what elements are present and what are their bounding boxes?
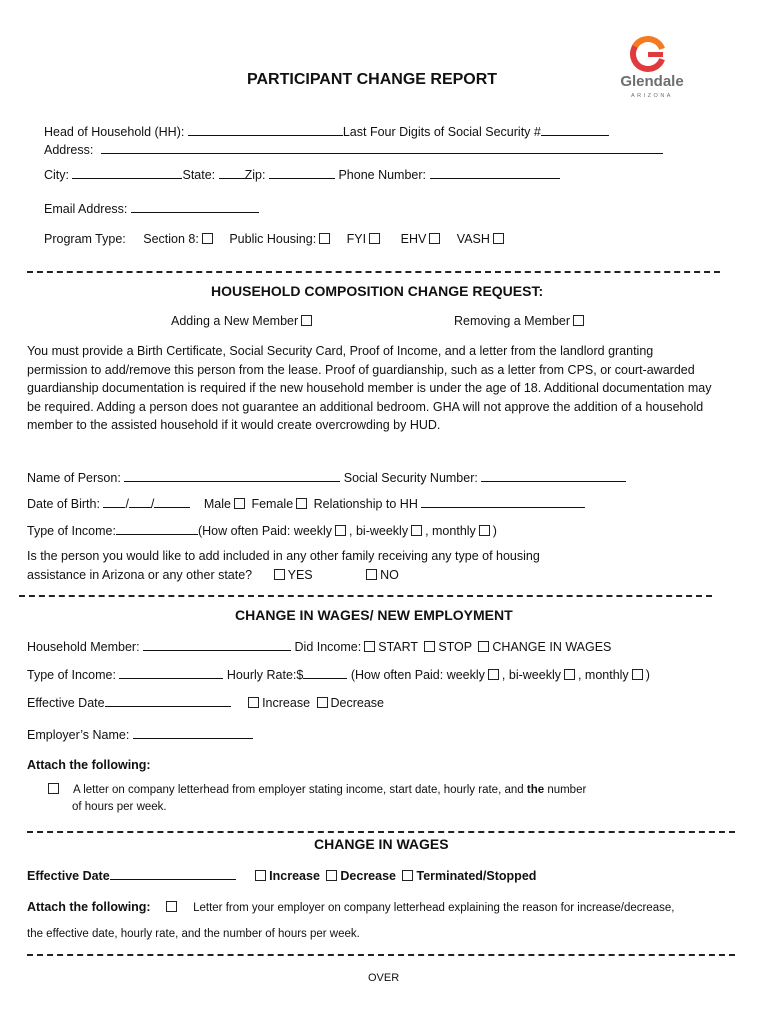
employer-label: Employer’s Name: xyxy=(27,728,130,742)
wages-attach-text-c: number xyxy=(547,784,587,796)
zip-field[interactable] xyxy=(269,166,335,179)
female-label: Female xyxy=(251,497,294,511)
fyi-checkbox[interactable] xyxy=(369,233,380,244)
dob-month-field[interactable] xyxy=(103,495,125,508)
phone-label: Phone Number: xyxy=(338,168,427,182)
male-label: Male xyxy=(203,497,231,511)
change-checkbox[interactable] xyxy=(478,641,489,652)
phone-field[interactable] xyxy=(430,166,560,179)
ssn-field[interactable] xyxy=(481,469,626,482)
member-field[interactable] xyxy=(143,638,291,651)
wages-attach-item xyxy=(45,783,586,796)
no-checkbox[interactable] xyxy=(366,569,377,580)
email-field[interactable] xyxy=(131,200,259,213)
dob-year-field[interactable] xyxy=(154,495,190,508)
start-checkbox[interactable] xyxy=(364,641,375,652)
wages-monthly-checkbox[interactable] xyxy=(632,669,643,680)
wages-attach-text-2: of hours per week. xyxy=(72,801,167,813)
hh-biweekly-label: , bi-weekly xyxy=(349,524,409,538)
stop-label: STOP xyxy=(438,640,472,654)
wages-income-label: Type of Income: xyxy=(27,668,116,682)
wages-attach-checkbox[interactable] xyxy=(48,783,59,794)
page-title: PARTICIPANT CHANGE REPORT xyxy=(247,71,498,88)
cw-decrease-checkbox[interactable] xyxy=(326,870,337,881)
email-row xyxy=(44,200,259,216)
cw-attach-text-2: the effective date, hourly rate, and the number of hours per week. xyxy=(27,928,360,940)
divider xyxy=(27,831,735,833)
name-label: Name of Person: xyxy=(27,471,121,485)
wages-biweekly-checkbox[interactable] xyxy=(564,669,575,680)
other-assistance-q2: assistance in Arizona or any other state? xyxy=(27,568,253,582)
ssn4-field[interactable] xyxy=(541,123,609,136)
wages-attach-text-b: the xyxy=(526,784,545,796)
wages-attach-label: Attach the following: xyxy=(27,758,151,772)
cw-increase-checkbox[interactable] xyxy=(255,870,266,881)
male-checkbox[interactable] xyxy=(234,498,245,509)
name-row xyxy=(27,469,626,485)
wages-monthly-label: , monthly xyxy=(577,668,629,682)
member-row xyxy=(27,638,611,654)
wages-biweekly-label: , bi-weekly xyxy=(501,668,561,682)
glendale-logo xyxy=(612,34,692,104)
other-assistance-q1: Is the person you would like to add included in any other family receiving any type of housing xyxy=(27,549,540,563)
removing-member-option xyxy=(454,314,587,328)
start-label: START xyxy=(378,640,418,654)
change-label: CHANGE IN WAGES xyxy=(492,640,612,654)
hourly-field[interactable] xyxy=(303,666,347,679)
program-ehv: EHV xyxy=(400,232,427,246)
svg-text:Glendale: Glendale xyxy=(620,73,684,90)
program-section8: Section 8: xyxy=(143,232,199,246)
dob-day-field[interactable] xyxy=(129,495,151,508)
hh-biweekly-checkbox[interactable] xyxy=(411,525,422,536)
zip-label: Zip: xyxy=(244,168,266,182)
city-field[interactable] xyxy=(72,166,182,179)
hh-field[interactable] xyxy=(188,123,343,136)
email-label: Email Address: xyxy=(44,202,128,216)
program-row xyxy=(44,232,507,246)
hh-how-often-label: (How often Paid: weekly xyxy=(197,524,333,538)
program-vash: VASH xyxy=(456,232,490,246)
cw-attach-row xyxy=(27,900,674,914)
cw-effective-field[interactable] xyxy=(110,867,236,880)
hh-weekly-checkbox[interactable] xyxy=(335,525,346,536)
wages-decrease-label: Decrease xyxy=(330,696,385,710)
address-row xyxy=(44,141,663,157)
section8-checkbox[interactable] xyxy=(202,233,213,244)
address-field[interactable] xyxy=(101,141,663,154)
program-public-housing: Public Housing: xyxy=(229,232,317,246)
cw-terminated-label: Terminated/Stopped xyxy=(416,869,537,883)
name-field[interactable] xyxy=(124,469,340,482)
wages-effective-field[interactable] xyxy=(105,694,231,707)
state-field[interactable] xyxy=(219,166,245,179)
svg-text:ARIZONA: ARIZONA xyxy=(631,93,673,99)
change-wages-title: CHANGE IN WAGES xyxy=(314,836,449,852)
hh-comp-instructions: You must provide a Birth Certificate, Social Security Card, Proof of Income, and a letter from the landlord granting permission to add/remove this person from the lease. Proof of guardianship, such as a letter from CPS, or court-awarded guardianship documentation is required if the new household member is under the age of 18. Additional documentation may be required. Adding a person does not guarantee an additional bedroom. GHA will not approve the addition of a household member to the assisted household if it would create overcrowding by HUD. xyxy=(27,344,712,433)
other-assistance-row xyxy=(27,568,399,582)
hh-income-row xyxy=(27,522,497,538)
stop-checkbox[interactable] xyxy=(424,641,435,652)
city-row xyxy=(44,166,560,182)
footer-over: OVER xyxy=(368,972,400,984)
divider xyxy=(27,954,735,956)
cw-terminated-checkbox[interactable] xyxy=(402,870,413,881)
wages-attach-text-a: A letter on company letterhead from employer stating income, start date, hourly rate, and xyxy=(73,784,524,796)
vash-checkbox[interactable] xyxy=(493,233,504,244)
dob-row: Date of Birth: / / Male Female Relationship to HH xyxy=(27,495,585,511)
cw-increase-label: Increase xyxy=(269,869,320,883)
adding-member-checkbox[interactable] xyxy=(301,315,312,326)
adding-member-option xyxy=(171,314,315,328)
hh-row xyxy=(44,123,609,139)
relationship-label: Relationship to HH xyxy=(313,497,418,511)
hh-monthly-label: , monthly xyxy=(425,524,476,538)
program-label: Program Type: xyxy=(44,232,126,246)
wages-weekly-checkbox[interactable] xyxy=(488,669,499,680)
wages-title: CHANGE IN WAGES/ NEW EMPLOYMENT xyxy=(235,607,513,623)
wages-income-field[interactable] xyxy=(119,666,223,679)
close-paren: ) xyxy=(492,524,497,538)
hh-income-field[interactable] xyxy=(116,522,198,535)
state-label: State: xyxy=(182,168,216,182)
close-paren: ) xyxy=(645,668,650,682)
divider xyxy=(19,595,712,597)
ehv-checkbox[interactable] xyxy=(429,233,440,244)
relationship-field[interactable] xyxy=(421,495,585,508)
cw-attach-label: Attach the following: xyxy=(27,900,151,914)
removing-member-label: Removing a Member xyxy=(454,314,571,328)
hourly-label: Hourly Rate:$ xyxy=(226,668,304,682)
hh-income-label: Type of Income: xyxy=(27,524,116,538)
wages-increase-label: Increase xyxy=(262,696,311,710)
wages-income-row xyxy=(27,666,650,682)
hh-monthly-checkbox[interactable] xyxy=(479,525,490,536)
city-label: City: xyxy=(44,168,69,182)
yes-label: YES xyxy=(287,568,313,582)
cw-attach-checkbox[interactable] xyxy=(166,901,177,912)
address-label: Address: xyxy=(44,143,94,157)
yes-checkbox[interactable] xyxy=(274,569,285,580)
dob-label: Date of Birth: xyxy=(27,497,100,511)
wages-effective-row xyxy=(27,694,384,710)
ssn-label: Social Security Number: xyxy=(343,471,478,485)
divider xyxy=(27,271,720,273)
wages-decrease-checkbox[interactable] xyxy=(317,697,328,708)
member-label: Household Member: xyxy=(27,640,140,654)
wages-how-often-label: (How often Paid: weekly xyxy=(350,668,485,682)
wages-effective-label: Effective Date xyxy=(27,696,105,710)
public-housing-checkbox[interactable] xyxy=(319,233,330,244)
female-checkbox[interactable] xyxy=(296,498,307,509)
employer-row xyxy=(27,726,253,742)
cw-effective-label: Effective Date xyxy=(27,869,110,883)
hh-comp-title: HOUSEHOLD COMPOSITION CHANGE REQUEST: xyxy=(211,283,544,299)
cw-attach-text-1: Letter from your employer on company letterhead explaining the reason for increase/decrease, xyxy=(193,902,675,914)
hh-label: Head of Household (HH): xyxy=(44,125,185,139)
program-fyi: FYI xyxy=(346,232,367,246)
adding-member-label: Adding a New Member xyxy=(171,314,299,328)
did-income-label: Did Income: xyxy=(294,640,362,654)
removing-member-checkbox[interactable] xyxy=(573,315,584,326)
ssn4-label: Last Four Digits of Social Security # xyxy=(342,125,541,139)
no-label: NO xyxy=(380,568,399,582)
wages-increase-checkbox[interactable] xyxy=(248,697,259,708)
cw-effective-row xyxy=(27,867,536,883)
cw-decrease-label: Decrease xyxy=(340,869,396,883)
employer-field[interactable] xyxy=(133,726,253,739)
